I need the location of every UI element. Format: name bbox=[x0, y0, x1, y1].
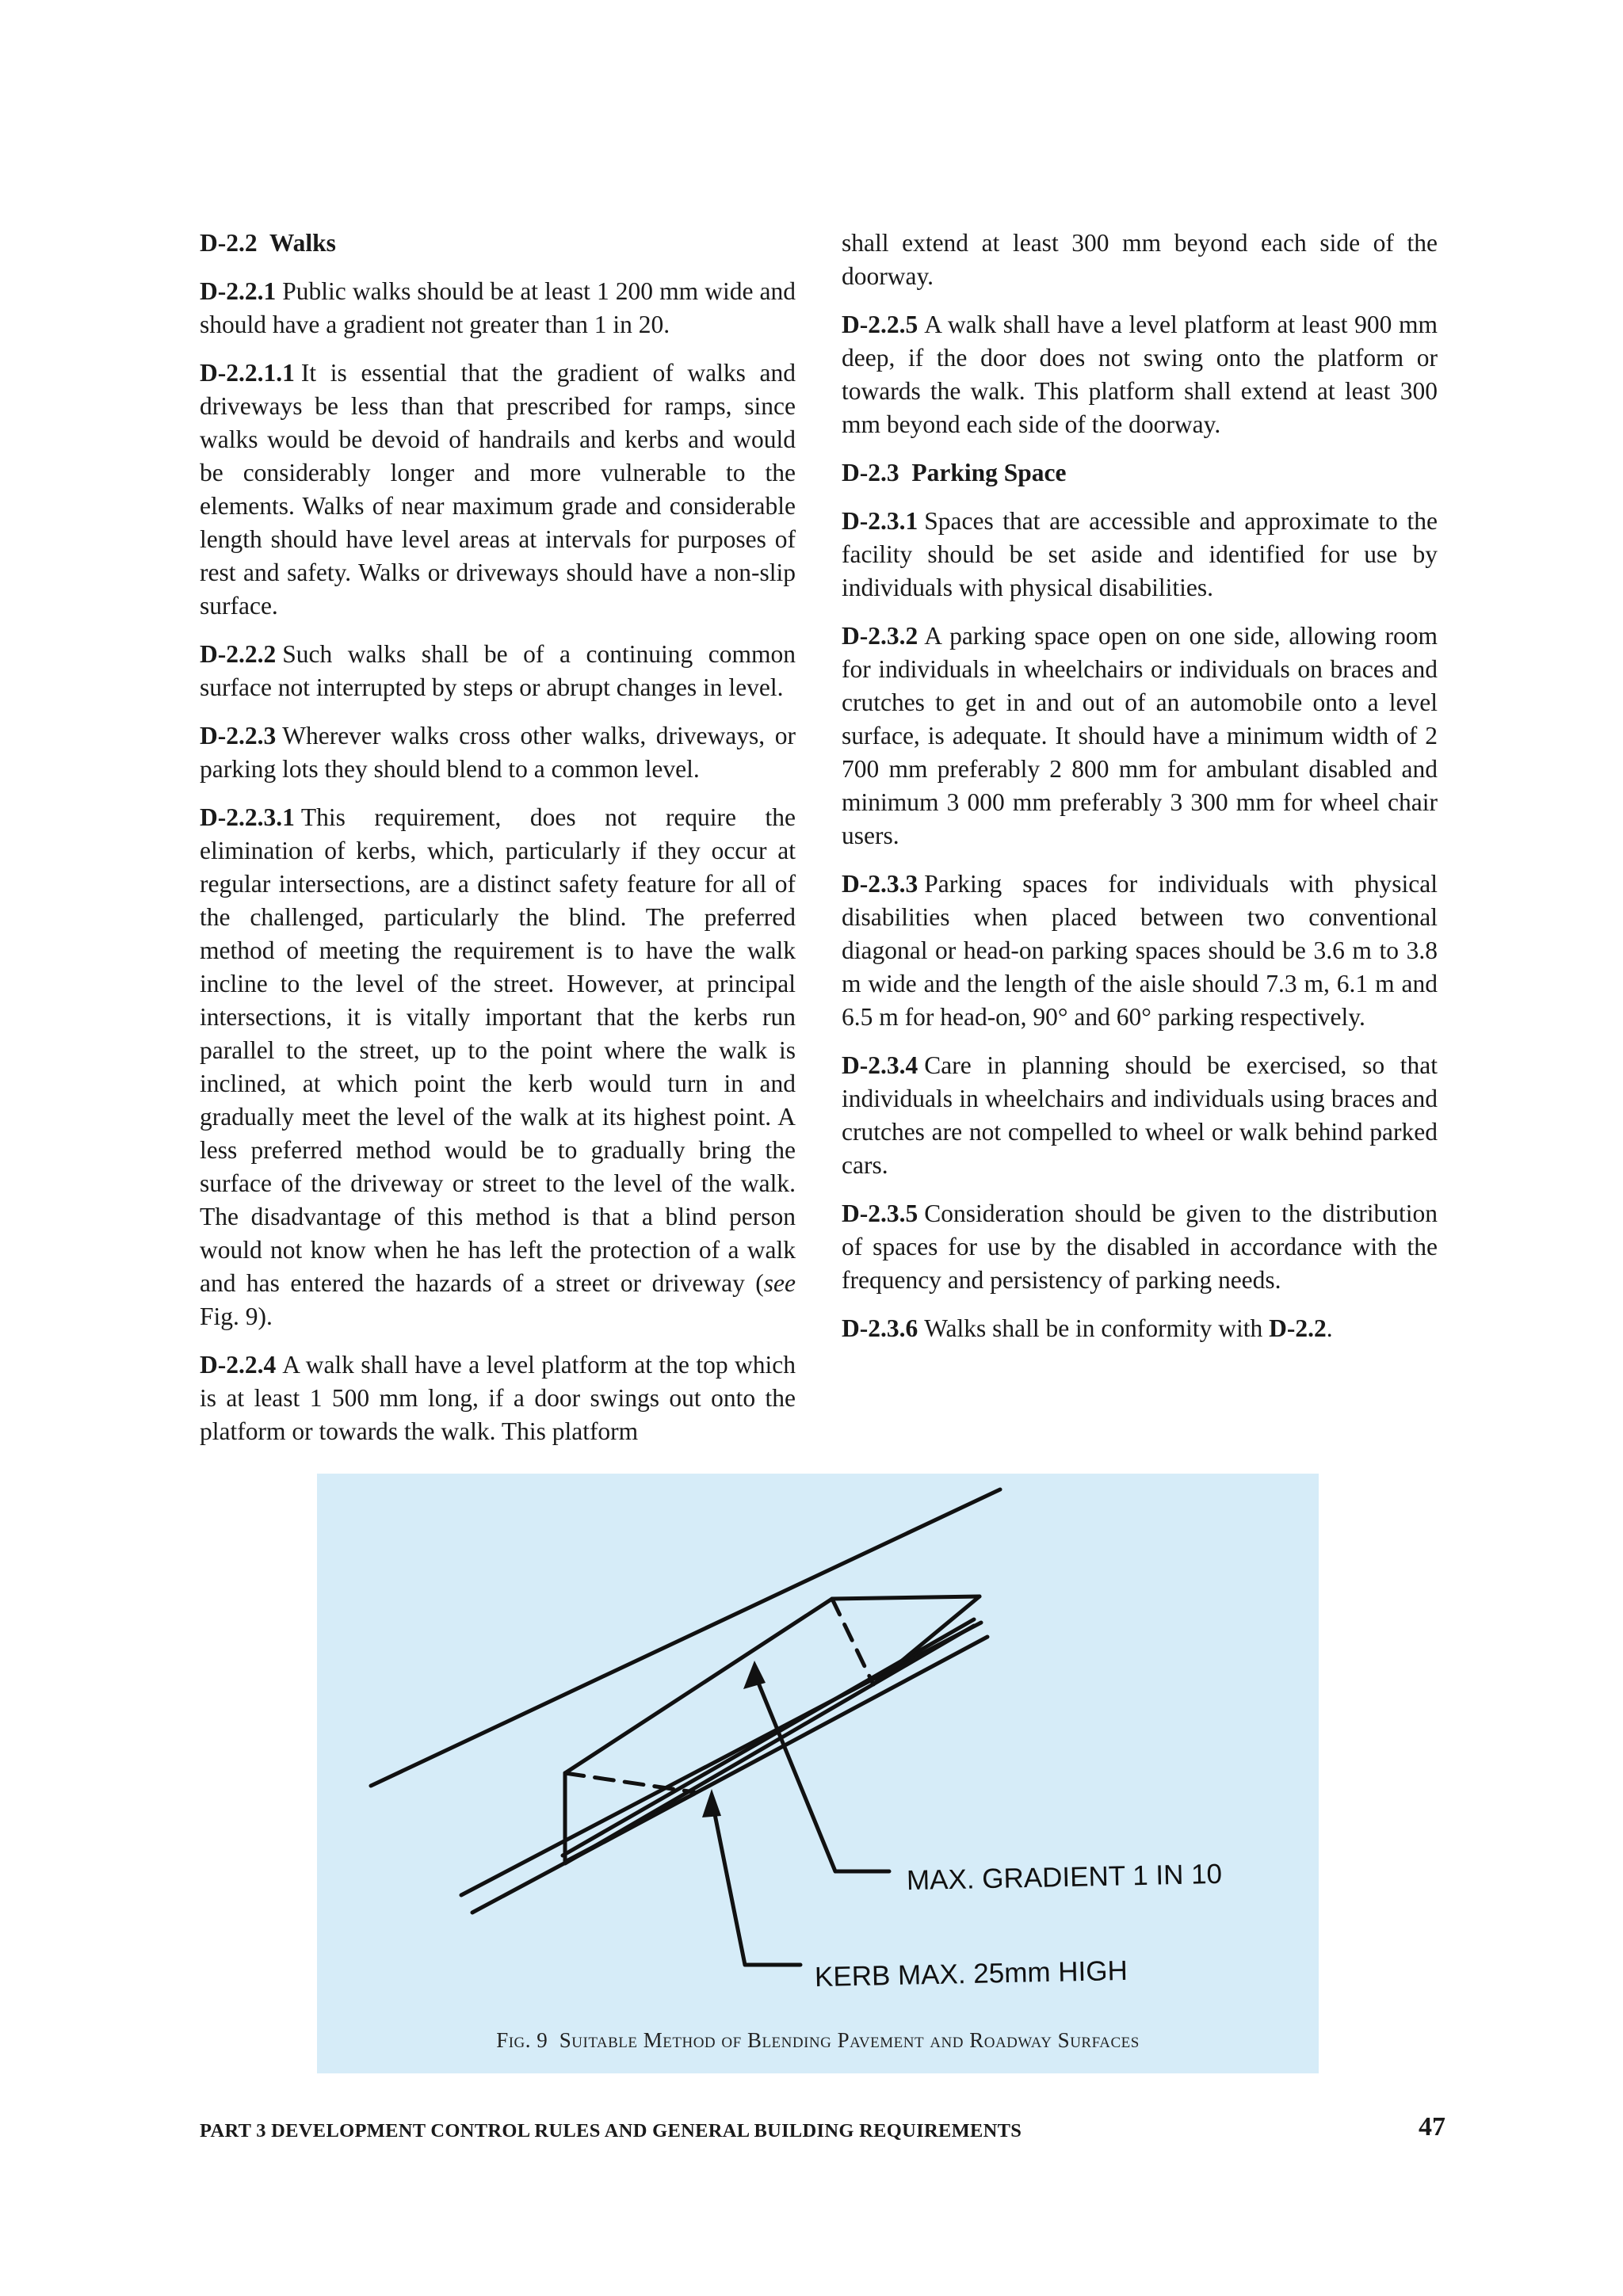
clause-number: D-2.2.1 bbox=[200, 277, 277, 305]
clause-number: D-2.2.1.1 bbox=[200, 359, 295, 387]
running-footer: PART 3 DEVELOPMENT CONTROL RULES AND GENERAL BUILDING REQUIREMENTS bbox=[200, 2120, 1022, 2142]
paragraph-text: Public walks should be at least 1 200 mm wide and should have a gradient not greater than 1 in 20. bbox=[200, 277, 796, 338]
clause-number: D-2.2.2 bbox=[200, 640, 277, 668]
kerb-height-label: KERB MAX. 25mm HIGH bbox=[814, 1955, 1128, 1993]
kerb-top-line bbox=[563, 1619, 974, 1855]
figure-reference: Fig. 9). bbox=[200, 1302, 273, 1330]
clause-number: D-2.3.1 bbox=[842, 507, 918, 535]
paragraph-d-2-3-5 bbox=[842, 1197, 1438, 1297]
gradient-leader-line bbox=[754, 1673, 889, 1871]
gradient-label: MAX. GRADIENT 1 IN 10 bbox=[906, 1858, 1223, 1897]
section-title: Parking Space bbox=[911, 459, 1067, 486]
paragraph-text: Parking spaces for individuals with physical disabilities when placed between two conventional diagonal or head-on parking spaces should be 3.6 m to 3.8 m wide and the length of the aisle should 7.3 m, 6.1 m and 6.5 m for head-on, 90° and 60° parking respectively. bbox=[842, 870, 1438, 1031]
paragraph-d-2-2-1-1 bbox=[200, 357, 796, 623]
paragraph-text: It is essential that the gradient of walks and driveways be less than that prescribed for ramps, since walks would be devoid of handrails and kerbs and would be considerably longer and more vulnerable to the elements. Walks of near maximum grade and considerable length should have level areas at intervals for purposes of rest and safety. Walks or driveways should have a non-slip surface. bbox=[200, 359, 796, 620]
paragraph-d-2-2-2 bbox=[200, 638, 796, 704]
paragraph-text: Such walks shall be of a continuing common surface not interrupted by steps or abrupt changes in level. bbox=[200, 640, 796, 701]
see-reference: see bbox=[763, 1269, 796, 1297]
paragraph-text: shall extend at least 300 mm beyond each side of the doorway. bbox=[842, 229, 1438, 290]
paragraph-d-2-3-1 bbox=[842, 505, 1438, 605]
paragraph-d-2-2-3 bbox=[200, 719, 796, 786]
paragraph-d-2-3-4 bbox=[842, 1049, 1438, 1182]
paragraph-d-2-3-3 bbox=[842, 868, 1438, 1034]
kerb-arrowhead bbox=[702, 1789, 721, 1817]
clause-number: D-2.3.3 bbox=[842, 870, 918, 898]
clause-number: D-2.3.2 bbox=[842, 622, 918, 650]
clause-number: D-2.3.5 bbox=[842, 1199, 918, 1227]
paragraph-text: Walks shall be in conformity with bbox=[924, 1314, 1270, 1342]
paragraph-d-2-2-4 bbox=[200, 1348, 796, 1448]
gradient-arrowhead bbox=[743, 1661, 766, 1689]
figure-9 bbox=[317, 1474, 1319, 2073]
cross-reference: D-2.2 bbox=[1269, 1314, 1327, 1342]
section-title: Walks bbox=[269, 229, 336, 257]
platform-top-edge bbox=[832, 1596, 980, 1599]
paragraph-d-2-2-1 bbox=[200, 275, 796, 341]
section-number: D-2.2 bbox=[200, 229, 258, 257]
paragraph-d-2-2-5 bbox=[842, 308, 1438, 441]
kerb-lower-edge bbox=[565, 1794, 694, 1862]
paragraph-text: A parking space open on one side, allowing room for individuals in wheelchairs or individuals on braces and crutches to get in and out of an automobile onto a level surface, is adequate. It should have a minimum width of 2 700 mm preferably 2 800 mm for ambulant disabled and minimum 3 000 mm preferably 3 300 mm for wheel chair users. bbox=[842, 622, 1438, 849]
figure-caption bbox=[317, 2028, 1319, 2053]
kerb-leader-line bbox=[712, 1798, 800, 1965]
clause-number: D-2.2.5 bbox=[842, 311, 918, 338]
clause-number: D-2.2.3.1 bbox=[200, 803, 295, 831]
paragraph-d-2-2-4-continued bbox=[842, 227, 1438, 293]
punctuation: . bbox=[1326, 1314, 1333, 1342]
clause-number: D-2.2.4 bbox=[200, 1351, 277, 1379]
page-number: 47 bbox=[1419, 2112, 1445, 2142]
section-number: D-2.3 bbox=[842, 459, 899, 486]
paragraph-text: Spaces that are accessible and approximate to the facility should be set aside and identified for use by individuals with physical disabilities. bbox=[842, 507, 1438, 601]
ramp-top-edge bbox=[565, 1599, 832, 1773]
paragraph-text: Care in planning should be exercised, so that individuals in wheelchairs and individuals using braces and crutches are not compelled to wheel or walk behind parked cars. bbox=[842, 1051, 1438, 1179]
clause-number: D-2.3.4 bbox=[842, 1051, 918, 1079]
paragraph-d-2-3-2 bbox=[842, 620, 1438, 852]
ramp-hidden-edge-right bbox=[832, 1599, 873, 1684]
clause-number: D-2.3.6 bbox=[842, 1314, 918, 1342]
paragraph-text: Wherever walks cross other walks, driveways, or parking lots they should blend to a common level. bbox=[200, 722, 796, 783]
figure-number: Fig. 9 bbox=[496, 2028, 548, 2052]
paragraph-d-2-3-6 bbox=[842, 1312, 1438, 1345]
paragraph-text: Consideration should be given to the distribution of spaces for use by the disabled in accordance with the frequency and persistency of parking needs. bbox=[842, 1199, 1438, 1294]
right-column bbox=[842, 227, 1438, 1360]
paragraph-d-2-2-3-1 bbox=[200, 801, 796, 1333]
walk-back-edge-line bbox=[371, 1489, 1000, 1786]
clause-number: D-2.2.3 bbox=[200, 722, 277, 749]
section-heading-parking-space bbox=[842, 456, 1438, 490]
left-column bbox=[200, 227, 796, 1463]
section-heading-walks bbox=[200, 227, 796, 260]
paragraph-text: This requirement, does not require the elimination of kerbs, which, particularly if they occur at regular intersections, are a distinct safety feature for all of the challenged, particularly the blind. The preferred method of meeting the requirement is to have the walk incline to the level of the street. However, at principal intersections, it is vitally important that the kerbs run parallel to the street, up to the point where the walk is inclined, at which point the kerb would turn in and gradually meet the level of the walk at its highest point. A less preferred method would be to gradually bring the surface of the driveway or street to the level of the walk. The disadvantage of this method is that a blind person would not know when he has left the protection of a walk and has entered the hazards of a street or driveway ( bbox=[200, 803, 796, 1297]
paragraph-text: A walk shall have a level platform at least 900 mm deep, if the door does not swing onto the platform or towards the walk. This platform shall extend at least 300 mm beyond each side of the doorway. bbox=[842, 311, 1438, 438]
figure-title: Suitable Method of Blending Pavement and Roadway Surfaces bbox=[559, 2028, 1140, 2052]
paragraph-text: A walk shall have a level platform at the top which is at least 1 500 mm long, if a door swings out onto the platform or towards the walk. This platform bbox=[200, 1351, 796, 1445]
